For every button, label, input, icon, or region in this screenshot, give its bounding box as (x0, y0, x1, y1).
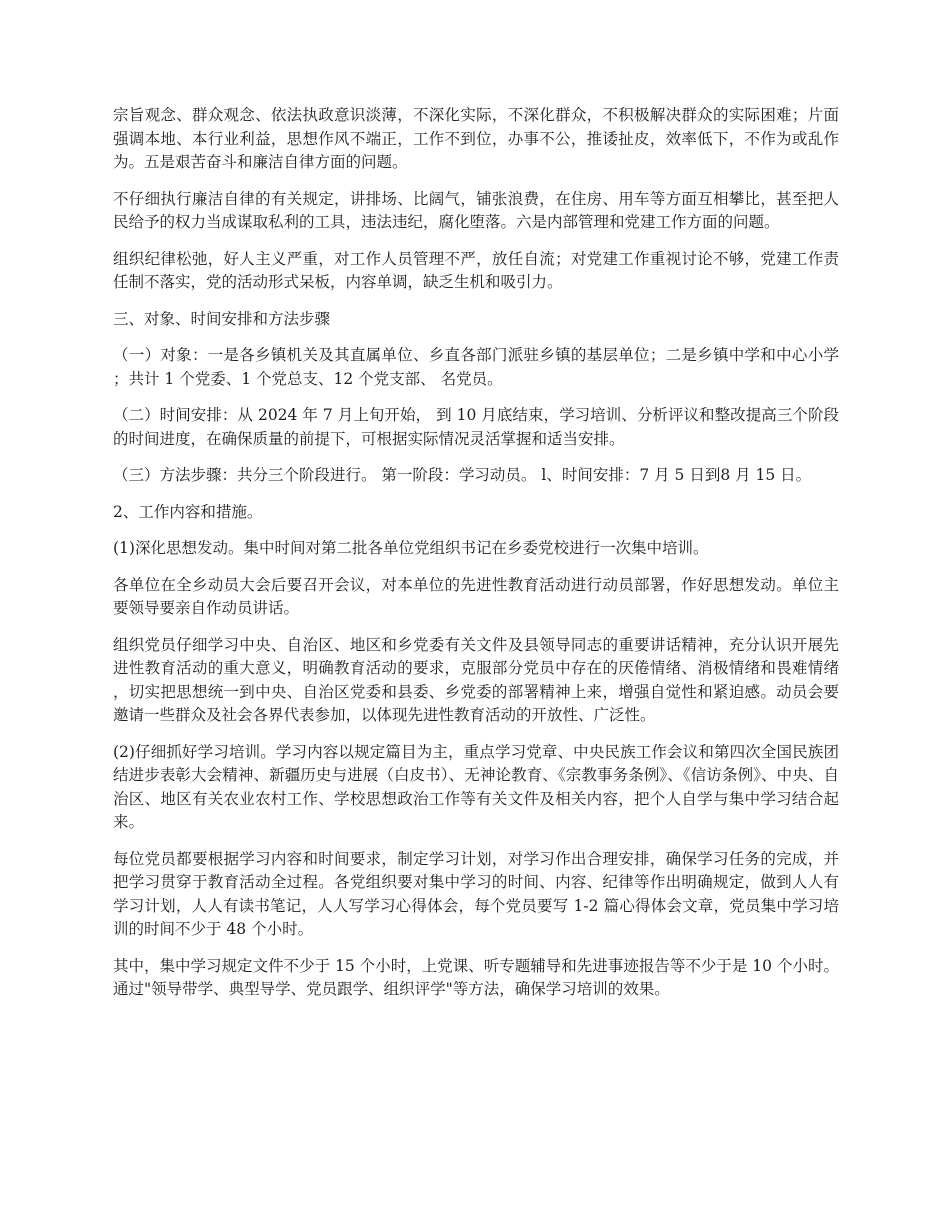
paragraph-targets: （一）对象：一是各乡镇机关及其直属单位、乡直各部门派驻乡镇的基层单位；二是乡镇中学和中心小学；共计 1 个党委、1 个党总支、12 个党支部、 名党员。 (113, 346, 839, 388)
paragraph-work-content-heading: 2、工作内容和措施。 (113, 502, 263, 521)
paragraph-study-hours: 其中，集中学习规定文件不少于 15 个小时，上党课、听专题辅导和先进事迹报告等不少于是 10 个小时。通过"领导带学、典型导学、党员跟学、组织评学"等方法，确保学习培训的效果。 (113, 956, 839, 998)
paragraph-study-plan: 每位党员都要根据学习内容和时间要求，制定学习计划，对学习作出合理安排，确保学习任务的完成，并把学习贯穿于教育活动全过程。各党组织要对集中学习的时间、内容、纪律等作出明确规定，做到人人有学习计划，人人有读书笔记，人人写学习心得体会，每个党员要写 1-2 篇心得体会文章，党员集中学习培训的时间不少于 48 个小时。 (113, 849, 839, 938)
paragraph-schedule: （二）时间安排：从 2024 年 7 月上旬开始， 到 10 月底结束，学习培训、分析评议和整改提高三个阶段的时间进度，在确保质量的前提下，可根据实际情况灵活掌握和适当安排。 (113, 406, 839, 448)
paragraph-study-documents: 组织党员仔细学习中央、自治区、地区和乡党委有关文件及县领导同志的重要讲话精神，充分认识开展先进性教育活动的重大意义，明确教育活动的要求，克服部分党员中存在的厌倦情绪、消极情绪和畏难情绪，切实把思想统一到中央、自治区党委和县委、乡党委的部署精神上来，增强自觉性和紧迫感。动员会要邀请一些群众及社会各界代表参加，以体现先进性教育活动的开放性、广泛性。 (113, 635, 839, 724)
section-heading-three: 三、对象、时间安排和方法步骤 (113, 309, 331, 328)
paragraph-discipline: 组织纪律松弛，好人主义严重，对工作人员管理不严，放任自流；对党建工作重视讨论不够，党建工作责任制不落实，党的活动形式呆板，内容单调，缺乏生机和吸引力。 (113, 249, 839, 291)
paragraph-deepen-mobilization: (1)深化思想发动。集中时间对第二批各单位党组织书记在乡委党校进行一次集中培训。 (113, 539, 709, 557)
document-page (113, 104, 839, 1015)
paragraph-duty-concepts: 宗旨观念、群众观念、依法执政意识淡薄，不深化实际，不深化群众，不积极解决群众的实际困难；片面强调本地、本行业利益，思想作风不端正，工作不到位，办事不公，推诿扯皮，效率低下，不作为或乱作为。五是艰苦奋斗和廉洁自律方面的问题。 (113, 106, 839, 171)
paragraph-unit-meetings: 各单位在全乡动员大会后要召开会议，对本单位的先进性教育活动进行动员部署，作好思想发动。单位主要领导要亲自作动员讲话。 (113, 575, 839, 617)
paragraph-method-steps: （三）方法步骤：共分三个阶段进行。 第一阶段：学习动员。 l、时间安排：7 月 5 日到8 月 15 日。 (113, 466, 812, 484)
paragraph-integrity-rules: 不仔细执行廉洁自律的有关规定，讲排场、比阔气，铺张浪费，在住房、用车等方面互相攀比，甚至把人民给予的权力当成谋取私利的工具，违法违纪，腐化堕落。六是内部管理和党建工作方面的问题。 (113, 189, 839, 231)
paragraph-study-training: (2)仔细抓好学习培训。学习内容以规定篇目为主，重点学习党章、中央民族工作会议和第四次全国民族团结进步表彰大会精神、新疆历史与进展（白皮书）、无神论教育、《宗教事务条例》、《信访条例》、中央、自治区、地区有关农业农村工作、学校思想政治工作等有关文件及相关内容，把个人自学与集中学习结合起来。 (113, 742, 839, 831)
